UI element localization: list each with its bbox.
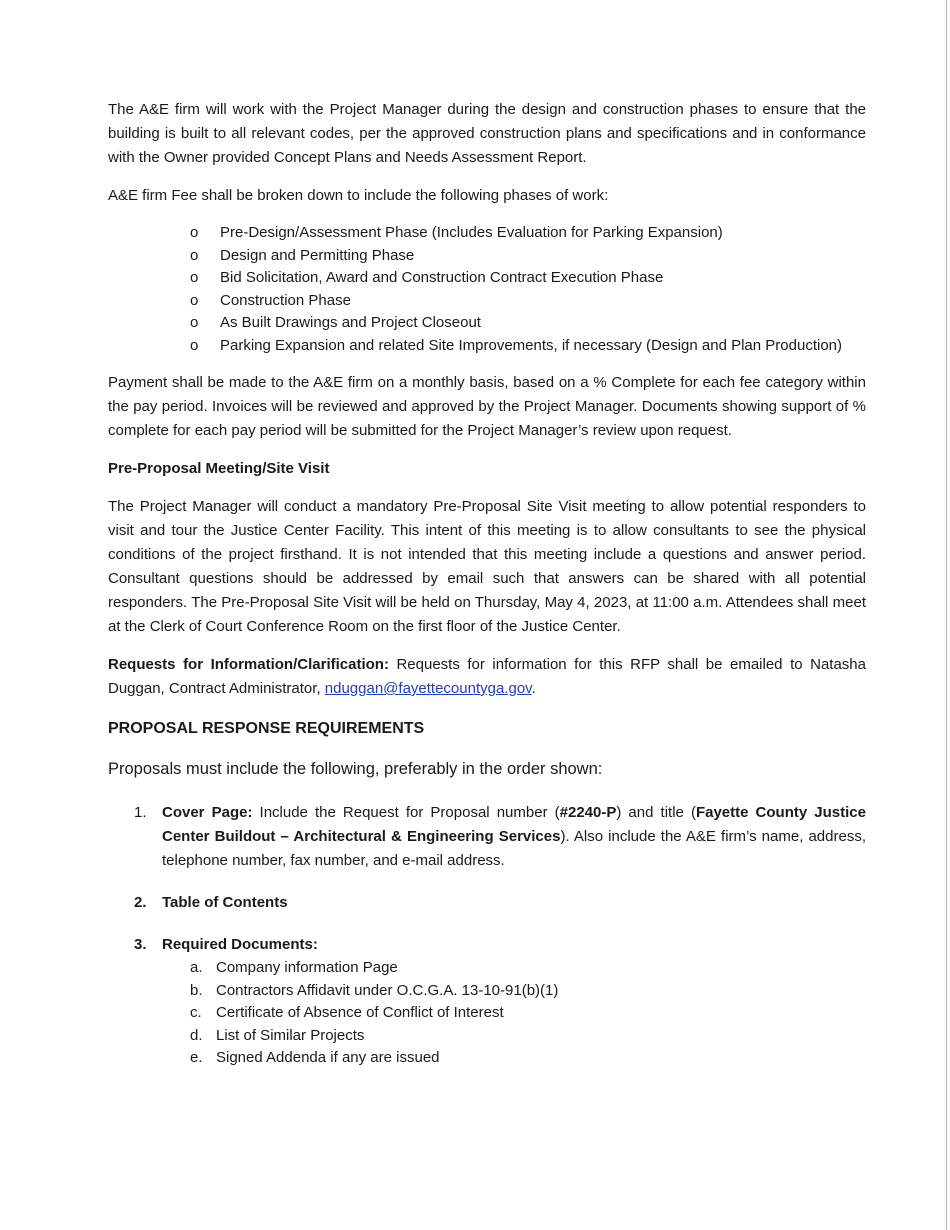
list-item [190, 335, 866, 358]
cover-text-b: ) and title ( [616, 804, 696, 821]
rfi-text: Requests for information for this RFP shall be emailed to Natasha Duggan, Contract Administrator, [108, 656, 866, 697]
list-marker: c. [190, 1004, 202, 1021]
document-page [108, 98, 866, 1070]
paragraph-rfi [108, 653, 866, 701]
email-link[interactable]: nduggan@fayettecountyga.gov [324, 680, 532, 697]
requirement-table-of-contents [134, 891, 866, 915]
cover-text-c: ). Also include the A&E firm’s name, address, telephone number, fax number, and e-mail address. [162, 828, 866, 869]
phase-text: Parking Expansion and related Site Improvements, if necessary (Design and Plan Production) [220, 336, 842, 354]
rfi-label: Requests for Information/Clarification: [108, 656, 389, 673]
phase-text: Construction Phase [220, 291, 351, 309]
requirement-cover-page [134, 801, 866, 873]
requirement-number: 3. [134, 936, 147, 953]
list-item [190, 222, 866, 245]
list-item [190, 1025, 866, 1048]
paragraph-fee: A&E firm Fee shall be broken down to include the following phases of work: [108, 187, 609, 204]
intro-text: Proposals must include the following, preferably in the order shown: [108, 760, 603, 778]
document-text: List of Similar Projects [216, 1026, 365, 1044]
requirement-required-documents [134, 933, 866, 1070]
phase-text: As Built Drawings and Project Closeout [220, 314, 481, 331]
rfp-title: Fayette County Justice Center Buildout – Architectural & Engineering Services [162, 804, 866, 845]
circle-bullet-icon: o [190, 246, 199, 264]
list-item [190, 312, 866, 335]
rfi-end: . [531, 680, 536, 697]
list-item [190, 957, 866, 980]
list-marker: b. [190, 981, 203, 999]
document-text: Company information Page [216, 959, 398, 976]
circle-bullet-icon: o [190, 224, 199, 241]
cover-page-label: Cover Page: [162, 804, 253, 821]
list-item [190, 1002, 866, 1025]
pre-proposal-heading: Pre-Proposal Meeting/Site Visit [108, 460, 330, 477]
list-item [190, 267, 866, 290]
requirement-text [162, 801, 866, 873]
list-marker: e. [190, 1049, 203, 1066]
document-text: Signed Addenda if any are issued [216, 1049, 440, 1066]
list-item [190, 245, 866, 268]
requirement-number: 2. [134, 894, 147, 911]
document-text: Contractors Affidavit under O.C.G.A. 13-10-91(b)(1) [216, 981, 559, 999]
list-item [190, 980, 866, 1003]
list-marker: d. [190, 1026, 203, 1044]
cover-text-a: Include the Request for Proposal number ( [252, 804, 560, 821]
circle-bullet-icon: o [190, 314, 199, 331]
phase-text: Design and Permitting Phase [220, 246, 415, 264]
requirement-label: Required Documents: [162, 936, 318, 953]
document-text: Certificate of Absence of Conflict of Interest [216, 1004, 504, 1021]
list-item [190, 290, 866, 313]
paragraph-payment: Payment shall be made to the A&E firm on a monthly basis, based on a % Complete for each fee category within the pay period. Invoices will be reviewed and approved by the Project Manager. Documents showing support of % complete for each pay period will be submitted for the Project Manager’s review upon request. [108, 374, 866, 439]
requirement-label: Table of Contents [162, 894, 288, 911]
circle-bullet-icon: o [190, 336, 199, 354]
list-marker: a. [190, 959, 203, 976]
requirement-number: 1. [134, 804, 147, 821]
paragraph-site-visit: The Project Manager will conduct a mandatory Pre-Proposal Site Visit meeting to allow potential responders to visit and tour the Justice Center Facility. This intent of this meeting is to allow consultants to see the physical conditions of the project firsthand. It is not intended that this meeting include a questions and answer period. Consultant questions should be addressed by email such that answers can be shared with all potential responders. The Pre-Proposal Site Visit will be held on Thursday, May 4, 2023, at 11:00 a.m. Attendees shall meet at the Clerk of Court Conference Room on the first floor of the Justice Center. [108, 498, 866, 635]
list-item [190, 1047, 866, 1070]
requirements-list [134, 801, 866, 1070]
phases-list [190, 222, 866, 357]
page-edge-divider [946, 0, 947, 1230]
circle-bullet-icon: o [190, 291, 199, 309]
rfp-number: #2240-P [559, 804, 617, 821]
section-heading: PROPOSAL RESPONSE REQUIREMENTS [108, 720, 425, 737]
phase-text: Pre-Design/Assessment Phase (Includes Evaluation for Parking Expansion) [220, 224, 723, 241]
required-documents-list [190, 957, 866, 1070]
circle-bullet-icon: o [190, 269, 199, 286]
paragraph-ae-work: The A&E firm will work with the Project Manager during the design and construction phases to ensure that the building is built to all relevant codes, per the approved construction plans and specifications and in conformance with the Owner provided Concept Plans and Needs Assessment Report. [108, 101, 866, 166]
phase-text: Bid Solicitation, Award and Construction Contract Execution Phase [220, 269, 664, 286]
